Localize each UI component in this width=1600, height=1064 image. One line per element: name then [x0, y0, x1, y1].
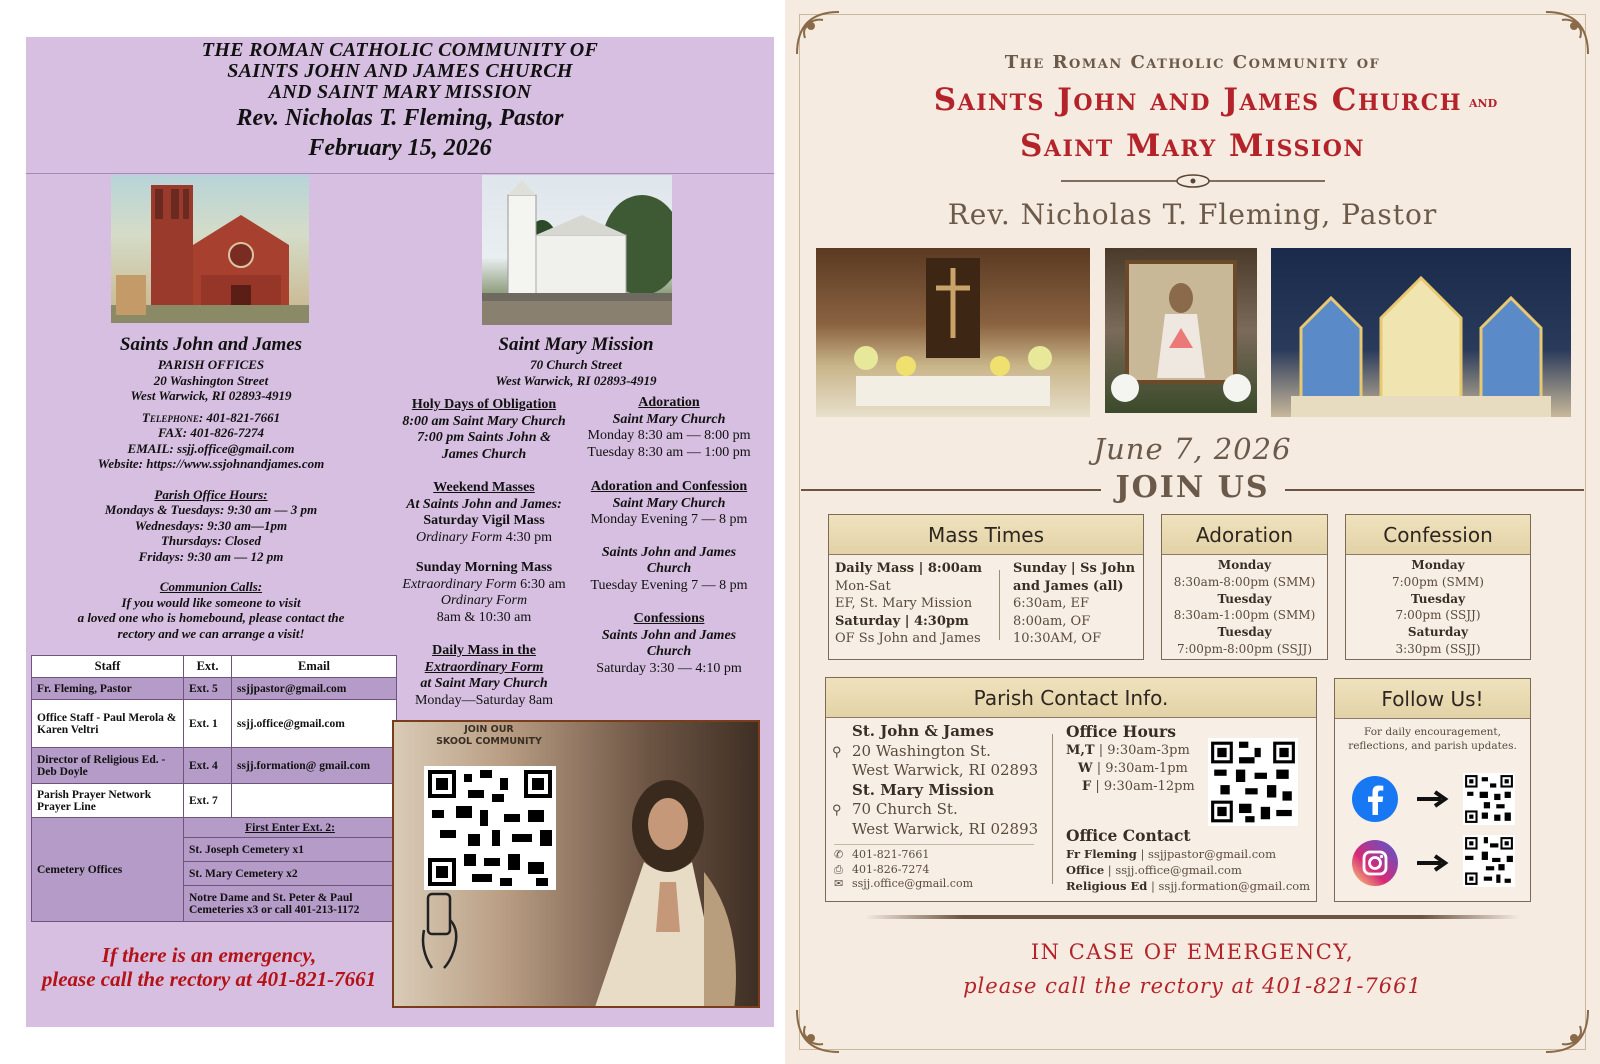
cemetery-first: First Enter Ext. 2: [184, 818, 397, 838]
contact-religious-ed-label: Religious Ed [1066, 879, 1148, 893]
emergency-notice [26, 943, 392, 991]
flyer-date: June 7, 2026 [1093, 432, 1292, 466]
flyer-church-name: Saints John and James Church [933, 82, 1462, 118]
office-hours-f-days: F [1082, 779, 1092, 794]
adoration-l3: Tuesday 8:30 am — 1:00 pm [587, 444, 751, 460]
office-hours-mt-days: M,T [1066, 743, 1095, 758]
sunday-mass-l3: 10:30AM, OF [1013, 631, 1102, 646]
sjj-street: 20 Washington Street [153, 372, 269, 388]
sjj-telephone: Telephone: 401-821-7661 [141, 409, 281, 425]
contact-office[interactable] [1066, 862, 1316, 878]
cemetery-item: St. Joseph Cemetery x1 [184, 838, 397, 862]
staff-table [31, 655, 397, 922]
contact-office-label: Office [1066, 863, 1105, 877]
email-cell[interactable]: ssjj.formation@ gmail.com [232, 748, 397, 784]
flyer-pastor: Rev. Nicholas T. Fleming, Pastor [947, 198, 1438, 231]
sjj-street [832, 742, 1052, 762]
communion-text-3: rectory and we can arrange a visit! [117, 625, 305, 641]
weekend-l4-form: Extraordinary Form [402, 576, 517, 592]
smm-city: West Warwick, RI 02893-4919 [495, 372, 657, 388]
table-row [32, 678, 397, 700]
location-pin-icon: ⚲ [832, 803, 842, 818]
confession-t3: 3:30pm (SSJJ) [1395, 641, 1481, 656]
adoration-d2: Tuesday [1217, 591, 1272, 606]
holy-days-l2: 7:00 pm Saints John & [417, 430, 551, 445]
arrow-right-icon [1415, 789, 1449, 809]
skool-qr-code[interactable] [424, 766, 556, 890]
holy-days-l3: James Church [441, 446, 527, 462]
jesus-praying-illustration [574, 762, 760, 1008]
contact-phone-list [834, 848, 1044, 892]
smm-title: Saint Mary Mission [498, 334, 654, 355]
office-hours-mt [1066, 742, 1216, 760]
sjj-email[interactable]: EMAIL: ssjj.office@gmail.com [127, 440, 295, 456]
smm-name: St. Mary Mission [852, 780, 995, 799]
contact-religious-ed-email: | ssjj.formation@gmail.com [1147, 879, 1311, 893]
contact-addresses [832, 722, 1052, 839]
adoration-d3: Tuesday [1217, 625, 1272, 640]
confession-box-title: Confession [1346, 515, 1530, 555]
cemetery-item: St. Mary Cemetery x2 [184, 862, 397, 886]
confession-d3: Saturday [1407, 625, 1469, 640]
contact-fleming-label: Fr Fleming [1066, 847, 1137, 861]
staff-cell: Office Staff - Paul Merola & Karen Veltri [32, 700, 184, 748]
confession-d2: Tuesday [1410, 591, 1466, 606]
table-row [32, 748, 397, 784]
office-hours-1: Mondays & Tuesdays: 9:30 am — 3 pm [104, 502, 318, 517]
confession-d1: Monday [1411, 558, 1465, 572]
location-pin-icon: ⚲ [832, 744, 842, 760]
adoration-confession-l4: Church [646, 561, 692, 576]
contact-box [825, 677, 1317, 902]
adoration-t2: 8:30am-1:00pm (SMM) [1173, 608, 1316, 623]
office-hours-f [1066, 778, 1216, 796]
header-pastor: Rev. Nicholas T. Fleming, Pastor [236, 105, 564, 131]
holy-days-l1: 8:00 am Saint Mary Church [402, 413, 566, 429]
ext-cell: Ext. 7 [184, 784, 232, 818]
weekend-l2: Saturday Vigil Mass [423, 513, 545, 528]
ext-cell: Ext. 4 [184, 748, 232, 784]
contact-box-title: Parish Contact Info. [826, 678, 1316, 718]
sjj-church-photo [111, 175, 309, 323]
contact-divider [834, 844, 1034, 845]
follow-us-l1: For daily encouragement, [1363, 726, 1501, 738]
facebook-qr-code[interactable] [1463, 773, 1515, 825]
flyer-emergency-line1: IN CASE OF EMERGENCY, [1030, 940, 1355, 964]
adoration-confession-title: Adoration and Confession [590, 479, 748, 494]
weekend-l4 [386, 577, 582, 594]
office-hours-title: Parish Office Hours: [154, 486, 268, 502]
smm-church-photo [482, 175, 672, 325]
sunday-mass-l1: 6:30am, EF [1013, 596, 1090, 611]
adoration-confession-l3: Saints John and James [601, 544, 737, 560]
contact-qr-code[interactable] [1208, 738, 1298, 826]
staff-cell: Director of Religious Ed. - Deb Doyle [32, 748, 184, 784]
weekend-l4-time: 6:30 am [516, 576, 566, 592]
col-ext: Ext. [184, 656, 232, 678]
col-staff: Staff [32, 656, 184, 678]
header-date: February 15, 2026 [308, 135, 492, 161]
communion-title: Communion Calls: [159, 579, 263, 594]
contact-office-email: | ssjj.office@gmail.com [1104, 863, 1242, 877]
corner-ornament-icon [1542, 1006, 1592, 1056]
email-row[interactable] [834, 877, 1044, 892]
office-hours-w [1066, 760, 1216, 778]
divine-mercy-photo [1105, 248, 1257, 413]
sjj-city: West Warwick, RI 02893-4919 [130, 388, 292, 403]
smm-street-text: 70 Church St. [852, 800, 958, 818]
phone-number: 401-821-7661 [852, 848, 930, 861]
corner-ornament-icon [1542, 8, 1592, 58]
weekend-l6: 8am & 10:30 am [436, 609, 532, 625]
contact-religious-ed[interactable] [1066, 878, 1316, 894]
title-divider-icon [1061, 172, 1325, 190]
flyer-right [785, 0, 1600, 1064]
office-hours-f-time: | 9:30am-12pm [1091, 779, 1195, 794]
cemetery-row [32, 818, 397, 838]
smm-info [426, 333, 726, 388]
emergency-line2: please call the rectory at 401-821-7661 [41, 967, 377, 991]
adoration-confession-l5: Tuesday Evening 7 — 8 pm [590, 577, 748, 593]
follow-us-text [1335, 725, 1530, 753]
weekend-l3 [386, 530, 582, 547]
weekend-title: Weekend Masses [433, 480, 535, 495]
confession-box [1345, 514, 1531, 660]
weekend-l3-time: 4:30 pm [502, 529, 552, 545]
ext-cell: Ext. 1 [184, 700, 232, 748]
sjj-title: Saints John and James [119, 334, 303, 355]
corner-ornament-icon [793, 8, 843, 58]
skool-community-ad[interactable] [392, 720, 760, 1008]
sjj-offices: PARISH OFFICES [157, 357, 265, 372]
sunday-title: Sunday Morning Mass [415, 560, 553, 575]
flyer-mission-name: Saint Mary Mission [1020, 128, 1365, 164]
daily-title-1: Daily Mass in the [432, 643, 536, 658]
adoration-col [582, 395, 756, 677]
header-line1: THE ROMAN CATHOLIC COMMUNITY OF [201, 39, 599, 61]
mass-left-col [835, 560, 1005, 648]
staff-cell: Parish Prayer Network Prayer Line [32, 784, 184, 818]
follow-us-l2: reflections, and parish updates. [1348, 740, 1517, 752]
flyer-emergency-line2: please call the rectory at 401-821-7661 [963, 974, 1422, 998]
header-line2: SAINTS JOHN AND JAMES CHURCH [227, 60, 573, 82]
bulletin-left [26, 37, 774, 1027]
instagram-qr-code[interactable] [1463, 835, 1515, 887]
table-row [32, 784, 397, 818]
emergency-line1: If there is an emergency, [101, 943, 317, 967]
confessions-title: Confessions [633, 611, 705, 626]
bottom-divider [865, 915, 1520, 919]
office-hours-2: Wednesdays: 9:30 am—1pm [134, 517, 288, 533]
flyer-and: and [1469, 93, 1498, 111]
mass-times-title: Mass Times [829, 515, 1143, 555]
confessions-l2: Church [646, 644, 692, 659]
adoration-t3: 7:00pm-8:00pm (SSJJ) [1176, 641, 1313, 656]
confession-schedule [1346, 557, 1530, 658]
smm-street [832, 800, 1052, 820]
adoration-box [1161, 514, 1328, 660]
office-hours-title: Office Hours [1066, 722, 1176, 741]
contact-fleming-email: | ssjjpastor@gmail.com [1136, 847, 1277, 861]
sjj-website[interactable]: Website: https://www.ssjohnandjames.com [97, 456, 325, 471]
phone-icon: ✆ [834, 848, 844, 861]
mass-col-divider [999, 570, 1000, 640]
corner-ornament-icon [793, 1006, 843, 1056]
adoration-schedule [1162, 557, 1327, 658]
adoration-title: Adoration [638, 395, 700, 410]
skool-line2: SKOOL COMMUNITY [436, 736, 542, 747]
phone-hand-icon [414, 890, 464, 970]
instagram-icon[interactable] [1351, 839, 1399, 887]
adoration-l1: Saint Mary Church [612, 411, 726, 427]
cemetery-item: Notre Dame and St. Peter & Paul Cemeteries x3 or call 401-213-1172 [184, 886, 397, 922]
daily-mass-label: Daily Mass | 8:00am [835, 561, 982, 576]
adoration-confession-l1: Saint Mary Church [612, 495, 726, 511]
daily-title-2: Extraordinary Form [424, 659, 544, 675]
confessions-l3: Saturday 3:30 — 4:10 pm [596, 660, 742, 676]
mass-schedule-col [386, 397, 582, 709]
sunday-mass-l2: 8:00am, OF [1013, 613, 1091, 629]
weekend-l3-form: Ordinary Form [416, 529, 503, 545]
daily-l2: Monday—Saturday 8am [414, 692, 554, 708]
email-cell [232, 784, 397, 818]
sjj-fax: FAX: 401-826-7274 [157, 425, 265, 440]
follow-us-title: Follow Us! [1335, 679, 1530, 719]
daily-mass-l2: EF, St. Mary Mission [835, 596, 973, 611]
weekend-l1: At Saints John and James: [406, 496, 562, 512]
adoration-box-title: Adoration [1162, 515, 1327, 555]
table-row [32, 700, 397, 748]
sunday-mass-label: Sunday | Ss John and James (all) [1013, 561, 1136, 594]
office-hours [1066, 722, 1216, 796]
mass-right-col [1013, 560, 1137, 648]
phone-row[interactable] [834, 848, 1044, 863]
sjj-street-text: 20 Washington St. [852, 741, 991, 760]
smm-street: 70 Church Street [530, 357, 622, 372]
sjj-city: West Warwick, RI 02893 [852, 761, 1039, 779]
email-cell[interactable]: ssjj.office@gmail.com [232, 700, 397, 748]
nativity-altar-photo [1271, 248, 1571, 417]
sjj-info [46, 333, 376, 641]
email-address: ssjj.office@gmail.com [852, 877, 974, 890]
smm-city: West Warwick, RI 02893 [852, 819, 1039, 838]
altar-photo [816, 248, 1090, 417]
skool-line1: JOIN OUR [464, 724, 514, 735]
email-icon: ✉ [834, 877, 844, 890]
contact-fleming[interactable] [1066, 846, 1316, 862]
daily-l1: at Saint Mary Church [420, 676, 548, 691]
header-line3: AND SAINT MARY MISSION [268, 81, 532, 103]
weekend-l5: Ordinary Form [440, 593, 528, 608]
adoration-confession-l2: Monday Evening 7 — 8 pm [590, 512, 748, 527]
cemetery-label: Cemetery Offices [32, 818, 184, 922]
contact-col-divider [1052, 734, 1053, 884]
arrow-right-icon [1415, 853, 1449, 873]
staff-cell: Fr. Fleming, Pastor [32, 678, 184, 700]
sjj-name: St. John & James [852, 722, 994, 740]
adoration-d1: Monday [1217, 558, 1272, 572]
table-header-row [32, 656, 397, 678]
holy-days-title: Holy Days of Obligation [411, 397, 557, 412]
communion-text-2: a loved one who is homebound, please contact the [77, 610, 345, 625]
facebook-icon[interactable] [1351, 775, 1399, 823]
ext-cell: Ext. 5 [184, 678, 232, 700]
fax-icon: ⎙ [834, 862, 843, 876]
col-email: Email [232, 656, 397, 678]
join-us-heading: JOIN US [1115, 470, 1270, 505]
saturday-mass-label: Saturday | 4:30pm [835, 613, 969, 629]
communion-text-1: If you would like someone to visit [121, 594, 301, 610]
confession-t2: 7:00pm (SSJJ) [1395, 608, 1481, 623]
adoration-t1: 8:30am-8:00pm (SMM) [1173, 574, 1316, 589]
flyer-line1: The Roman Catholic Community of [1004, 52, 1381, 73]
office-hours-w-time: | 9:30am-1pm [1092, 761, 1188, 776]
mass-times-box [828, 514, 1144, 660]
bulletin-header [26, 37, 774, 174]
adoration-l2: Monday 8:30 am — 8:00 pm [587, 428, 751, 443]
office-hours-3: Thursdays: Closed [160, 533, 262, 548]
email-cell[interactable]: ssjjpastor@gmail.com [232, 678, 397, 700]
fax-row [834, 863, 1044, 878]
saturday-mass-l1: OF Ss John and James [835, 631, 981, 646]
daily-mass-l1: Mon-Sat [835, 578, 891, 594]
office-contact-title: Office Contact [1066, 826, 1191, 845]
fax-number: 401-826-7274 [852, 862, 930, 876]
office-hours-4: Fridays: 9:30 am — 12 pm [138, 548, 284, 564]
office-hours-mt-time: | 9:30am-3pm [1094, 743, 1190, 758]
confession-t1: 7:00pm (SMM) [1392, 574, 1484, 589]
follow-us-box [1334, 678, 1531, 902]
office-hours-w-days: W [1078, 761, 1093, 776]
confessions-l1: Saints John and James [601, 627, 737, 643]
office-contact [1066, 826, 1316, 894]
